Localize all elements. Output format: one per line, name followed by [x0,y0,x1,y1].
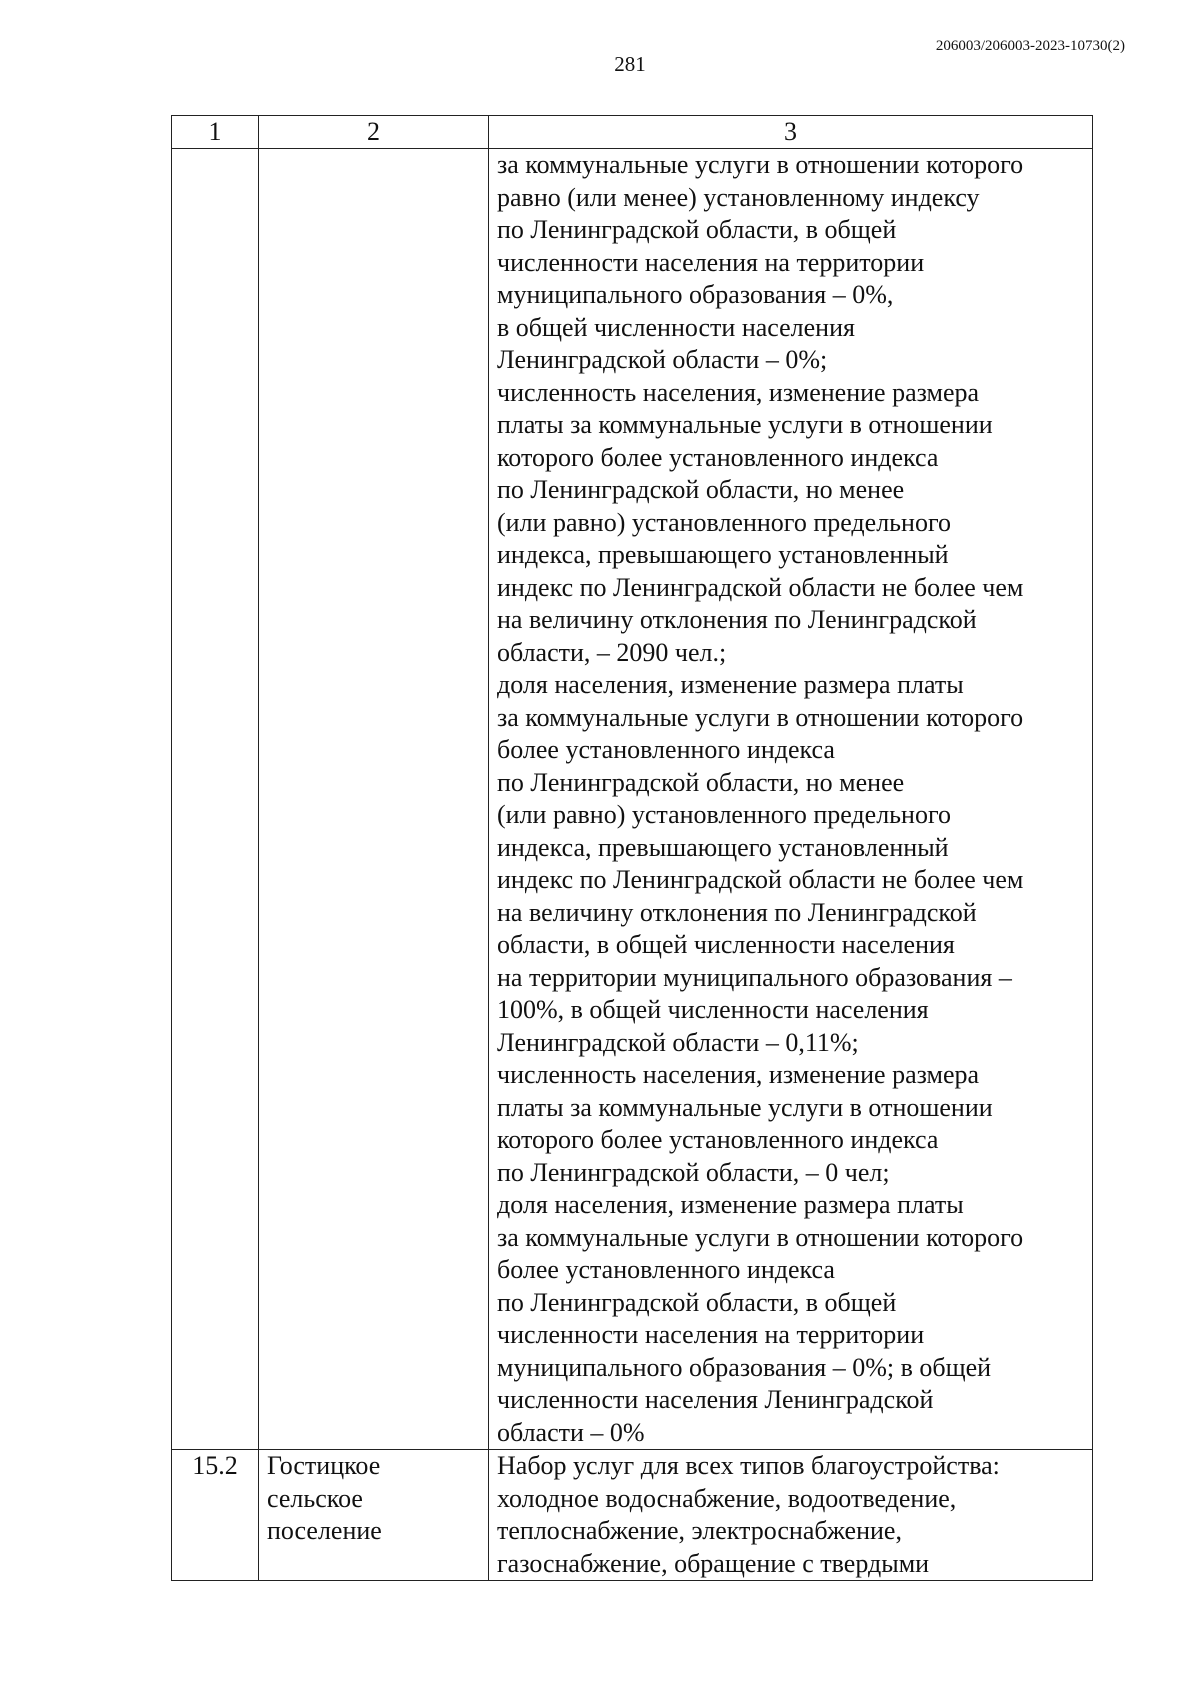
row-number-cell: 15.2 [172,1450,259,1581]
header-row [172,116,1093,149]
table-row [172,1450,1093,1581]
document-id: 206003/206003-2023-10730(2) [935,38,1125,54]
table-row [172,149,1093,1450]
table-header [172,116,1093,149]
description-cell: Набор услуг для всех типов благоустройства: холодное водоснабжение, водоотведение, теплоснабжение, электроснабжение, газоснабжение, обращение с твердыми [489,1450,1093,1581]
settlement-name-cell: Гостицкое сельское поселение [259,1450,489,1581]
column-header-1: 1 [172,116,259,149]
row-number-cell [172,149,259,1450]
data-table [171,115,1093,1581]
settlement-name-cell [259,149,489,1450]
page-number: 281 [614,52,646,76]
table-body [172,149,1093,1581]
description-cell: за коммунальные услуги в отношении которого равно (или менее) установленному индексу по Ленинградской области, в общей численности населения на территории муниципального образования – 0%, в общей численности населения Ленинградской области – 0%; численность населения, изменение размера платы за коммунальные услуги в отношении которого более установленного индекса по Ленинградской области, но менее (или равно) установленного предельного индекса, превышающего установленный индекс по Ленинградской области не более чем на величину отклонения по Ленинградской области, – 2090 чел.; доля населения, изменение размера платы за коммунальные услуги в отношении которого более установленного индекса по Ленинградской области, но менее (или равно) установленного предельного индекса, превышающего установленный индекс по Ленинградской области не более чем на величину отклонения по Ленинградской области, в общей численности населения на территории муниципального образования – 100%, в общей численности населения Ленинградской области – 0,11%; численность населения, изменение размера платы за коммунальные услуги в отношении которого более установленного индекса по Ленинградской области, – 0 чел; доля населения, изменение размера платы за коммунальные услуги в отношении которого более установленного индекса по Ленинградской области, в общей численности населения на территории муниципального образования – 0%; в общей численности населения Ленинградской области – 0% [489,149,1093,1450]
column-header-3: 3 [489,116,1093,149]
column-header-2: 2 [259,116,489,149]
